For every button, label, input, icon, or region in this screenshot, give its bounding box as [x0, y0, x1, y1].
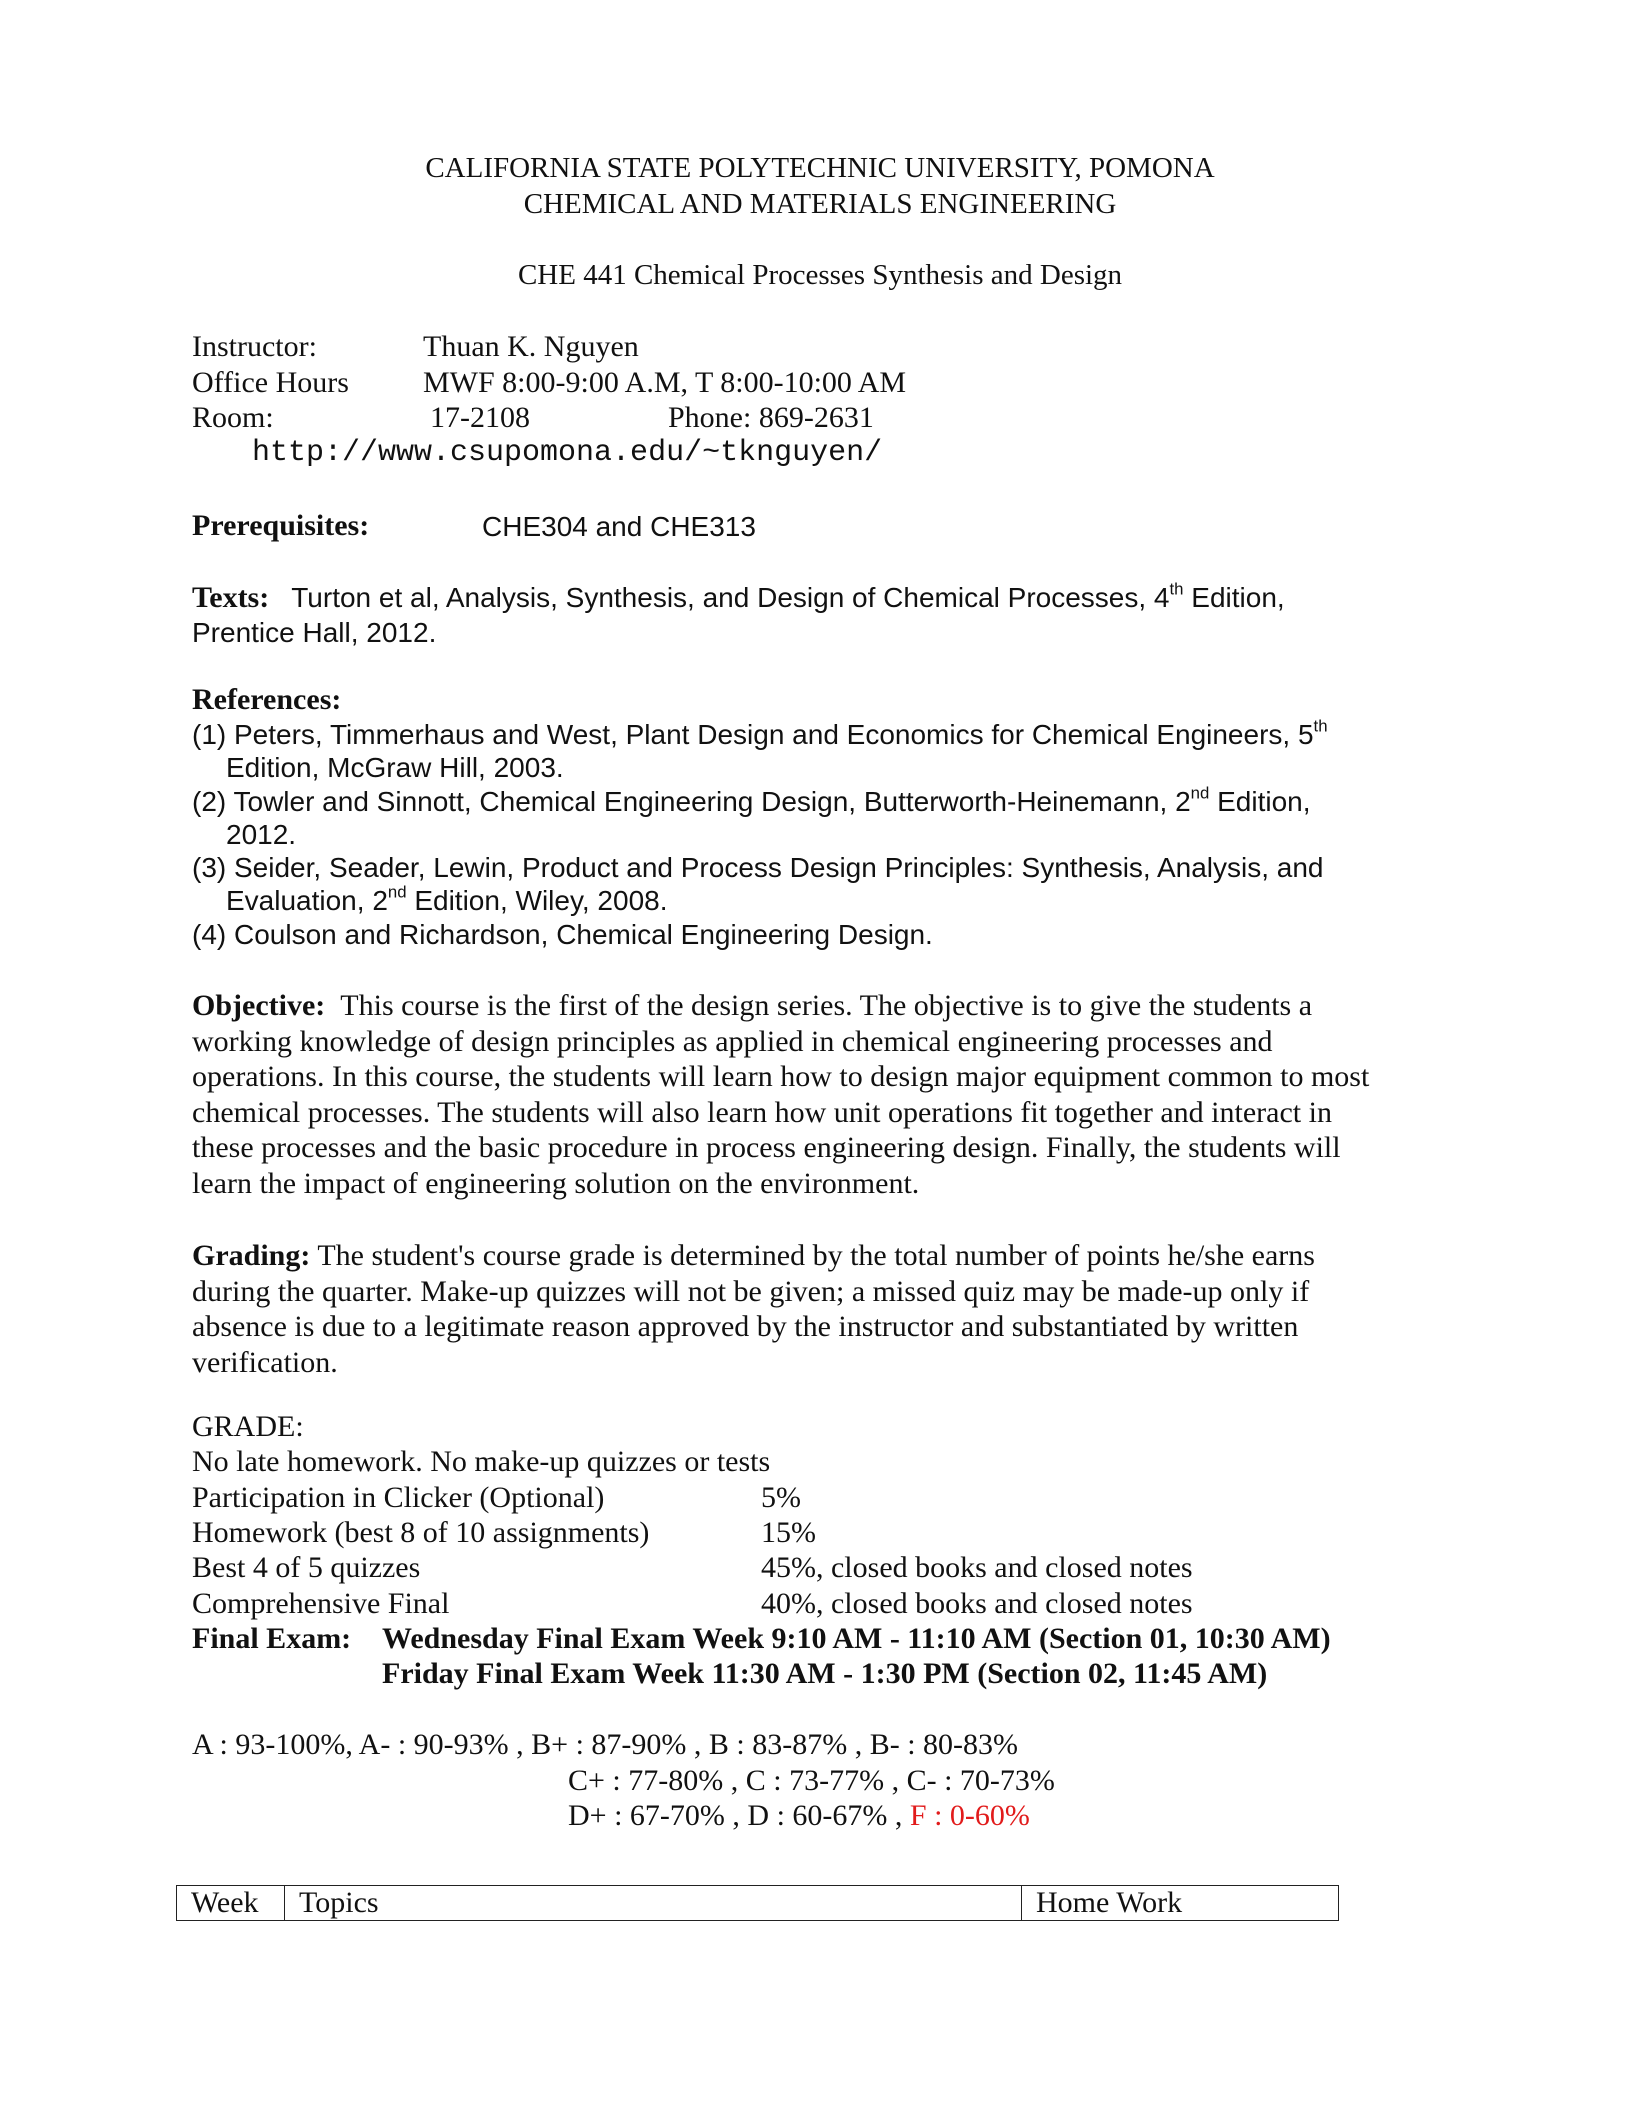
reference-1-cont: Edition, McGraw Hill, 2003. — [226, 752, 564, 783]
reference-3-cont: Evaluation, 2nd Edition, Wiley, 2008. — [226, 882, 668, 916]
texts-book: Turton et al, Analysis, Synthesis, and Design of Chemical Processes, 4 — [291, 582, 1170, 613]
room-label: Room: — [192, 401, 274, 434]
column-header-homework: Home Work — [1022, 1886, 1339, 1921]
grade-item-value: 15% — [761, 1516, 816, 1549]
reference-2-cont: 2012. — [226, 819, 297, 850]
schedule-table — [176, 1885, 1339, 1921]
grade-item-value: 5% — [761, 1481, 801, 1514]
grade-heading: GRADE: — [192, 1410, 304, 1443]
column-header-topics: Topics — [285, 1886, 1022, 1921]
objective-paragraph: Objective: This course is the first of the design series. The objective is to give the students a working knowledge of design principles as applied in chemical engineering processes and operations. In this course, the students will learn how to design major equipment common to most chemical processes. The students will also learn how unit operations fit together and interact in these processes and the basic procedure in process engineering design. Finally, the students will learn the impact of engineering solution on the environment. — [192, 989, 1370, 1200]
grading-paragraph: Grading: The student's course grade is determined by the total number of points he/she earns during the quarter. Make-up quizzes will not be given; a missed quiz may be made-up only if absence is due to a legitimate reason approved by the instructor and substantiated by written verification. — [192, 1239, 1315, 1379]
texts-line-2: Prentice Hall, 2012. — [192, 617, 437, 648]
reference-1: (1) Peters, Timmerhaus and West, Plant Design and Economics for Chemical Engineers, 5th — [192, 716, 1328, 750]
department-title: CHEMICAL AND MATERIALS ENGINEERING — [523, 188, 1117, 220]
texts-label: Texts: — [192, 581, 270, 614]
references-label: References: — [192, 683, 342, 716]
final-exam-section-2: Friday Final Exam Week 11:30 AM - 1:30 PM (Section 02, 11:45 AM) — [382, 1657, 1268, 1690]
column-header-week: Week — [177, 1886, 285, 1921]
instructor-name: Thuan K. Nguyen — [423, 330, 639, 363]
prerequisites-label: Prerequisites: — [192, 509, 370, 542]
grade-scale-line-1: A : 93-100%, A- : 90-93% , B+ : 87-90% , B : 83-87% , B- : 80-83% — [192, 1728, 1019, 1761]
office-hours-label: Office Hours — [192, 366, 349, 399]
grading-label: Grading: — [192, 1239, 311, 1272]
grade-note: No late homework. No make-up quizzes or tests — [192, 1445, 771, 1478]
course-title: CHE 441 Chemical Processes Synthesis and Design — [517, 259, 1123, 291]
grade-item-name: Best 4 of 5 quizzes — [192, 1551, 421, 1584]
prerequisites-value: CHE304 and CHE313 — [482, 511, 756, 542]
grade-scale-line-3: D+ : 67-70% , D : 60-67% , F : 0-60% — [568, 1799, 1030, 1832]
grade-item-name: Comprehensive Final — [192, 1587, 450, 1620]
instructor-label: Instructor: — [192, 330, 317, 363]
grade-scale-line-2: C+ : 77-80% , C : 73-77% , C- : 70-73% — [568, 1764, 1055, 1797]
office-hours-value: MWF 8:00-9:00 A.M, T 8:00-10:00 AM — [423, 366, 907, 399]
final-exam-label: Final Exam: — [192, 1622, 352, 1655]
instructor-website-link[interactable]: http://www.csupomona.edu/~tknguyen/ — [252, 436, 883, 470]
grade-item-value: 45%, closed books and closed notes — [761, 1551, 1193, 1584]
final-exam-section-1: Wednesday Final Exam Week 9:10 AM - 11:10 AM (Section 01, 10:30 AM) — [382, 1622, 1331, 1655]
room-value: 17-2108 — [430, 401, 530, 434]
reference-4: (4) Coulson and Richardson, Chemical Engineering Design. — [192, 919, 933, 950]
objective-label: Objective: — [192, 989, 326, 1022]
reference-2: (2) Towler and Sinnott, Chemical Engineering Design, Butterworth-Heinemann, 2nd Edition, — [192, 783, 1311, 817]
grade-item-value: 40%, closed books and closed notes — [761, 1587, 1193, 1620]
texts-line-1: Texts: Turton et al, Analysis, Synthesis, and Design of Chemical Processes, 4th Edition, — [192, 579, 1285, 614]
table-header-row — [177, 1886, 1339, 1921]
grade-item-name: Participation in Clicker (Optional) — [192, 1481, 605, 1514]
phone-number: Phone: 869-2631 — [668, 401, 874, 434]
university-title: CALIFORNIA STATE POLYTECHNIC UNIVERSITY, POMONA — [425, 152, 1215, 184]
grade-item-name: Homework (best 8 of 10 assignments) — [192, 1516, 650, 1549]
reference-3: (3) Seider, Seader, Lewin, Product and Process Design Principles: Synthesis, Analysis, and — [192, 852, 1324, 883]
fail-grade-range: F : 0-60% — [909, 1799, 1030, 1832]
